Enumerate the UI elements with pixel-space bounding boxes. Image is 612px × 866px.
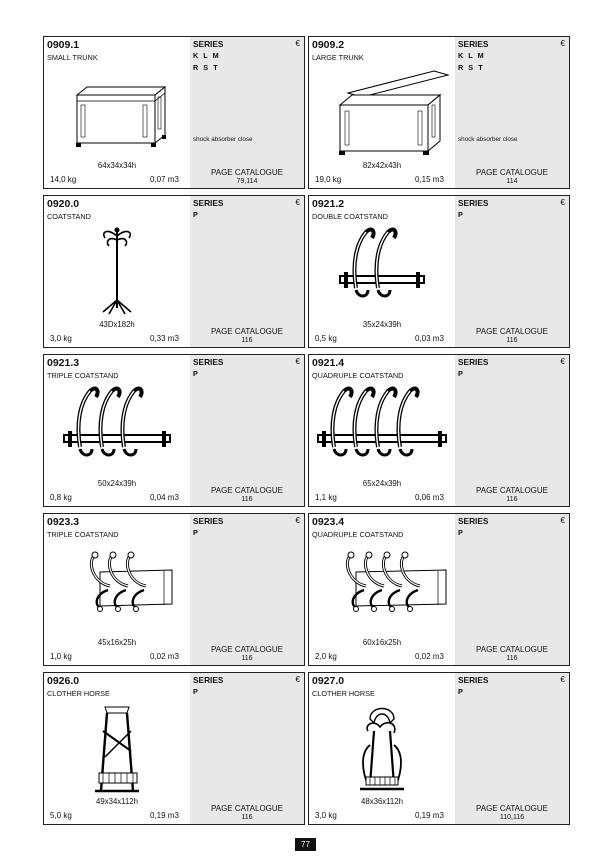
series-panel [455, 514, 569, 665]
catalogue-label: PAGE CATALOGUE [475, 168, 548, 177]
coatstand-drawing [47, 224, 187, 319]
product-code: 0921.2 [312, 198, 345, 210]
euro-icon: € [295, 198, 300, 207]
hook-rack-3-drawing [47, 383, 187, 478]
catalogue-label: PAGE CATALOGUE [210, 327, 283, 336]
product-volume: 0,03 m3 [415, 334, 444, 343]
product-name: QUADRUPLE COATSTAND [312, 371, 404, 380]
euro-icon: € [295, 516, 300, 525]
product-volume: 0,02 m3 [150, 652, 179, 661]
product-weight: 0,5 kg [315, 334, 337, 343]
product-weight: 1,0 kg [50, 652, 72, 661]
catalogue-pages: 116 [506, 496, 518, 503]
product-card-0927-0 [308, 672, 570, 825]
product-weight: 3,0 kg [50, 334, 72, 343]
product-code: 0920.0 [47, 198, 80, 210]
catalogue-pages: 114 [506, 178, 518, 185]
series-letter-row: P [458, 528, 465, 537]
series-letter-row: K L M [193, 51, 221, 60]
large-trunk-illustration [312, 65, 452, 160]
series-label: SERIES [193, 516, 224, 526]
series-label: SERIES [193, 675, 224, 685]
series-letter-row: P [458, 210, 465, 219]
product-code: 0909.1 [47, 39, 80, 51]
catalogue-pages: 116 [506, 337, 518, 344]
product-weight: 0,8 kg [50, 493, 72, 502]
product-name: SMALL TRUNK [47, 53, 98, 62]
wall-hooks-4-illustration [312, 542, 452, 637]
series-panel [190, 355, 304, 506]
product-note: shock absorber close [193, 136, 253, 143]
series-letters [193, 686, 199, 698]
product-card-0923-3 [43, 513, 305, 666]
product-name: LARGE TRUNK [312, 53, 364, 62]
euro-icon: € [295, 675, 300, 684]
series-letters [193, 527, 199, 539]
product-card-0921-4 [308, 354, 570, 507]
coatstand-illustration [47, 224, 187, 319]
series-label: SERIES [458, 198, 489, 208]
series-letters [193, 209, 199, 221]
series-panel [455, 355, 569, 506]
catalogue-pages: 116 [506, 655, 518, 662]
product-code: 0927.0 [312, 675, 345, 687]
page-number: 77 [295, 838, 316, 851]
product-name: CLOTHER HORSE [47, 689, 110, 698]
product-volume: 0,19 m3 [150, 811, 179, 820]
product-volume: 0,19 m3 [415, 811, 444, 820]
series-panel [190, 514, 304, 665]
series-label: SERIES [458, 516, 489, 526]
product-volume: 0,02 m3 [415, 652, 444, 661]
product-note: shock absorber close [458, 136, 518, 143]
product-code: 0921.3 [47, 357, 80, 369]
product-volume: 0,33 m3 [150, 334, 179, 343]
series-letter-row: P [193, 528, 200, 537]
clothes-horse-1-drawing [47, 701, 187, 796]
series-letters [458, 368, 464, 380]
product-card-0923-4 [308, 513, 570, 666]
catalogue-pages: 116 [241, 337, 253, 344]
catalogue-label: PAGE CATALOGUE [210, 486, 283, 495]
series-letter-row: P [458, 369, 465, 378]
euro-icon: € [560, 675, 565, 684]
catalogue-pages: 116 [241, 655, 253, 662]
product-dimensions: 43Dx182h [99, 320, 135, 329]
catalogue-pages: 116 [241, 814, 253, 821]
product-name: TRIPLE COATSTAND [47, 371, 119, 380]
large-trunk-drawing [312, 65, 452, 160]
product-dimensions: 45x16x25h [97, 638, 137, 647]
product-code: 0921.4 [312, 357, 345, 369]
series-letters [458, 527, 464, 539]
wall-hooks-3-drawing [47, 542, 187, 637]
hook-rack-2-illustration [312, 224, 452, 319]
series-label: SERIES [458, 675, 489, 685]
product-code: 0926.0 [47, 675, 80, 687]
catalogue-label: PAGE CATALOGUE [210, 804, 283, 813]
product-name: COATSTAND [47, 212, 91, 221]
series-letters [458, 50, 485, 73]
series-panel [190, 196, 304, 347]
product-name: QUADRUPLE COATSTAND [312, 530, 404, 539]
product-dimensions: 82x42x43h [362, 161, 402, 170]
catalogue-pages: 110,116 [499, 814, 525, 821]
clothes-horse-2-illustration [312, 701, 452, 796]
series-label: SERIES [458, 357, 489, 367]
product-card-0909-1 [43, 36, 305, 189]
product-weight: 14,0 kg [50, 175, 77, 184]
product-dimensions: 65x24x39h [362, 479, 402, 488]
series-letters [458, 209, 464, 221]
series-panel [455, 673, 569, 824]
clothes-horse-2-drawing [312, 701, 452, 796]
product-weight: 2,0 kg [315, 652, 337, 661]
euro-icon: € [560, 39, 565, 48]
euro-icon: € [560, 516, 565, 525]
catalogue-pages: 79,114 [236, 178, 258, 185]
catalogue-label: PAGE CATALOGUE [210, 168, 283, 177]
catalogue-pages: 116 [241, 496, 253, 503]
series-label: SERIES [193, 39, 224, 49]
product-dimensions: 50x24x39h [97, 479, 137, 488]
product-volume: 0,06 m3 [415, 493, 444, 502]
catalogue-label: PAGE CATALOGUE [475, 804, 548, 813]
product-dimensions: 48x36x112h [361, 797, 403, 806]
product-card-0921-3 [43, 354, 305, 507]
series-panel [455, 196, 569, 347]
series-panel [190, 673, 304, 824]
catalogue-label: PAGE CATALOGUE [475, 486, 548, 495]
hook-rack-2-drawing [312, 224, 452, 319]
euro-icon: € [560, 198, 565, 207]
hook-rack-4-illustration [312, 383, 452, 478]
series-label: SERIES [458, 39, 489, 49]
product-volume: 0,04 m3 [150, 493, 179, 502]
product-volume: 0,15 m3 [415, 175, 444, 184]
series-letter-row: P [193, 210, 200, 219]
product-name: CLOTHER HORSE [312, 689, 375, 698]
wall-hooks-4-drawing [312, 542, 452, 637]
clothes-horse-1-illustration [47, 701, 187, 796]
series-letter-row: P [458, 687, 465, 696]
series-letter-row: R S T [458, 62, 485, 72]
catalogue-label: PAGE CATALOGUE [475, 327, 548, 336]
product-dimensions: 64x34x34h [97, 161, 137, 170]
small-trunk-illustration [47, 65, 187, 160]
series-letter-row: R S T [193, 62, 220, 72]
series-letters [458, 686, 464, 698]
hook-rack-4-drawing [312, 383, 452, 478]
product-card-0921-2 [308, 195, 570, 348]
euro-icon: € [560, 357, 565, 366]
product-weight: 19,0 kg [315, 175, 342, 184]
product-volume: 0,07 m3 [150, 175, 179, 184]
series-letter-row: K L M [458, 51, 486, 60]
series-letters [193, 368, 199, 380]
series-letters [193, 50, 220, 73]
product-code: 0909.2 [312, 39, 345, 51]
product-card-0920-0 [43, 195, 305, 348]
series-panel [455, 37, 569, 188]
product-dimensions: 60x16x25h [362, 638, 402, 647]
product-card-0909-2 [308, 36, 570, 189]
product-name: DOUBLE COATSTAND [312, 212, 388, 221]
product-dimensions: 35x24x39h [362, 320, 402, 329]
wall-hooks-3-illustration [47, 542, 187, 637]
series-letter-row: P [193, 687, 200, 696]
series-label: SERIES [193, 198, 224, 208]
series-letter-row: P [193, 369, 200, 378]
product-code: 0923.3 [47, 516, 80, 528]
euro-icon: € [295, 357, 300, 366]
product-dimensions: 49x34x112h [96, 797, 138, 806]
small-trunk-drawing [47, 65, 187, 160]
hook-rack-3-illustration [47, 383, 187, 478]
product-weight: 1,1 kg [315, 493, 337, 502]
series-label: SERIES [193, 357, 224, 367]
product-card-0926-0 [43, 672, 305, 825]
catalogue-label: PAGE CATALOGUE [210, 645, 283, 654]
product-weight: 3,0 kg [315, 811, 337, 820]
product-code: 0923.4 [312, 516, 345, 528]
catalogue-label: PAGE CATALOGUE [475, 645, 548, 654]
product-weight: 5,0 kg [50, 811, 72, 820]
product-name: TRIPLE COATSTAND [47, 530, 119, 539]
euro-icon: € [295, 39, 300, 48]
series-panel [190, 37, 304, 188]
